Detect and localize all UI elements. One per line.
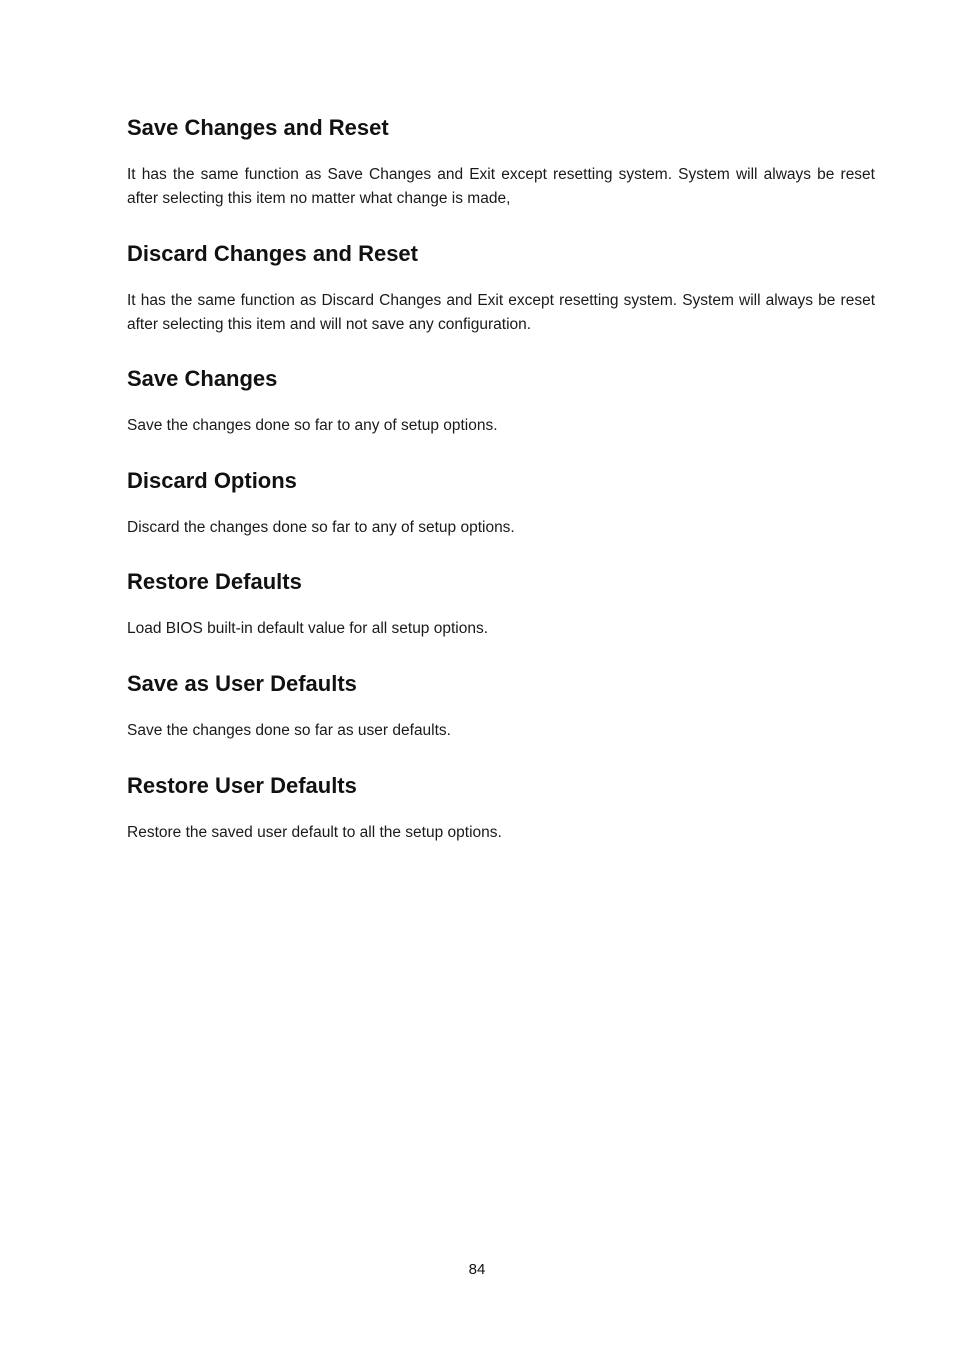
section-save-as-user-defaults xyxy=(127,671,875,743)
section-body: Save the changes done so far as user defaults. xyxy=(127,722,451,739)
section-restore-defaults xyxy=(127,569,875,641)
section-heading: Save as User Defaults xyxy=(127,671,357,696)
section-body: Restore the saved user default to all the setup options. xyxy=(127,824,502,841)
document-page xyxy=(127,0,875,1350)
section-restore-user-defaults xyxy=(127,773,875,845)
section-heading: Save Changes and Reset xyxy=(127,115,389,140)
section-discard-options xyxy=(127,468,875,540)
section-save-changes xyxy=(127,366,875,438)
section-body: It has the same function as Save Changes and Exit except resetting system. System will always be reset after selecting this item no matter what change is made, xyxy=(127,166,875,207)
section-heading: Restore Defaults xyxy=(127,569,302,594)
section-heading: Discard Options xyxy=(127,468,297,493)
section-discard-changes-and-reset xyxy=(127,241,875,337)
section-heading: Save Changes xyxy=(127,366,278,391)
section-heading: Discard Changes and Reset xyxy=(127,241,418,266)
section-body: It has the same function as Discard Changes and Exit except resetting system. System will always be reset after selecting this item and will not save any configuration. xyxy=(127,292,875,333)
section-body: Load BIOS built-in default value for all setup options. xyxy=(127,620,489,637)
section-body: Discard the changes done so far to any of setup options. xyxy=(127,519,515,536)
page-number: 84 xyxy=(468,1261,486,1278)
section-body: Save the changes done so far to any of setup options. xyxy=(127,417,498,434)
section-heading: Restore User Defaults xyxy=(127,773,357,798)
section-save-changes-and-reset xyxy=(127,115,875,211)
